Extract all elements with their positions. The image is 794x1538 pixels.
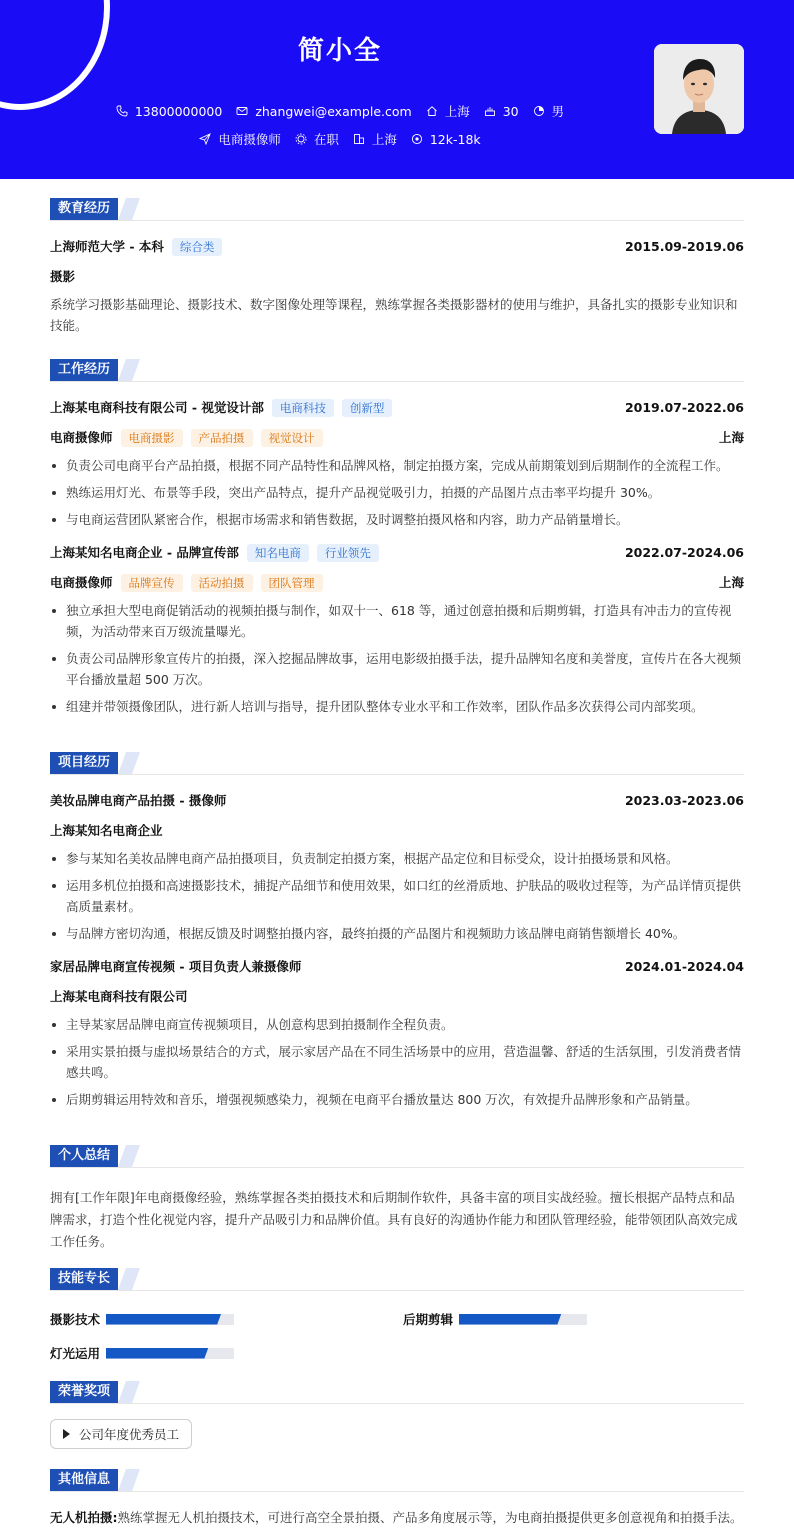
section-title-text: 个人总结 xyxy=(50,1145,118,1167)
project-period: 2023.03-2023.06 xyxy=(624,792,744,808)
skill-item xyxy=(403,1310,587,1328)
project-org-row xyxy=(50,820,744,840)
title-decoration xyxy=(118,1268,140,1290)
role-tag: 品牌宣传 xyxy=(121,574,183,592)
education-section xyxy=(50,198,744,336)
company-tag: 知名电商 xyxy=(247,544,309,562)
other-info-text xyxy=(50,1507,744,1528)
contact-row xyxy=(0,102,680,120)
job-period: 2022.07-2024.06 xyxy=(624,544,744,560)
section-title-text: 荣誉奖项 xyxy=(50,1381,118,1403)
school-tag: 综合类 xyxy=(172,238,223,256)
list-item: 与品牌方密切沟通，根据反馈及时调整拍摄内容，最终拍摄的产品图片和视频助力该品牌电商销售额增长 40%。 xyxy=(50,923,744,944)
project-name: 美妆品牌电商产品拍摄 - 摄像师 xyxy=(50,793,227,808)
title-decoration xyxy=(118,1145,140,1167)
skill-bar-fill xyxy=(106,1314,221,1325)
skill-name: 灯光运用 xyxy=(50,1346,101,1361)
project-header xyxy=(50,956,744,976)
section-divider xyxy=(50,1167,744,1168)
other-info-label: 无人机拍摄: xyxy=(50,1510,118,1525)
building-icon xyxy=(353,133,365,145)
section-divider xyxy=(50,381,744,382)
skill-item xyxy=(50,1344,234,1362)
location-item xyxy=(426,102,470,120)
other-section xyxy=(50,1469,744,1528)
role-row xyxy=(50,427,744,447)
section-divider xyxy=(50,1403,744,1404)
job-intent-row xyxy=(0,130,680,148)
age-value: 30 xyxy=(502,103,519,119)
company-tag: 行业领先 xyxy=(317,544,379,562)
skill-name: 摄影技术 xyxy=(50,1312,101,1327)
title-decoration xyxy=(118,752,140,774)
job-period: 2019.07-2022.06 xyxy=(624,399,744,415)
list-item: 与电商运营团队紧密合作，根据市场需求和销售数据，及时调整拍摄风格和内容，助力产品销量增长。 xyxy=(50,509,744,530)
title-decoration xyxy=(118,1469,140,1491)
education-period: 2015.09-2019.06 xyxy=(624,238,744,254)
skill-bar-fill xyxy=(106,1348,208,1359)
role-tag: 电商摄影 xyxy=(121,429,183,447)
email-value: zhangwei@example.com xyxy=(255,103,412,119)
section-title-text: 其他信息 xyxy=(50,1469,118,1491)
target-city-value: 上海 xyxy=(371,132,397,147)
project-name: 家居品牌电商宣传视频 - 项目负责人兼摄像师 xyxy=(50,959,302,974)
project-header xyxy=(50,790,744,810)
section-divider xyxy=(50,774,744,775)
list-item: 后期剪辑运用特效和音乐，增强视频感染力，视频在电商平台播放量达 800 万次，有效提升品牌形象和产品销量。 xyxy=(50,1089,744,1110)
avatar-portrait xyxy=(654,44,744,134)
list-item: 采用实景拍摄与虚拟场景结合的方式，展示家居产品在不同生活场景中的应用，营造温馨、舒适的生活氛围，引发消费者情感共鸣。 xyxy=(50,1041,744,1083)
section-title xyxy=(50,359,744,381)
gender-item xyxy=(533,102,565,120)
target-city-item xyxy=(353,130,397,148)
section-divider xyxy=(50,1290,744,1291)
major-row xyxy=(50,266,744,286)
award-name: 公司年度优秀员工 xyxy=(79,1427,180,1442)
job-header xyxy=(50,542,744,562)
company-name: 上海某知名电商企业 - 品牌宣传部 xyxy=(50,544,239,560)
list-item: 熟练运用灯光、布景等手段，突出产品特点，提升产品视觉吸引力，拍摄的产品图片点击率平均提升 30%。 xyxy=(50,482,744,503)
title-decoration xyxy=(118,1381,140,1403)
age-item xyxy=(484,104,519,119)
section-title xyxy=(50,1469,744,1491)
project-bullets xyxy=(50,1014,744,1110)
role-row xyxy=(50,572,744,592)
phone-icon xyxy=(116,105,128,117)
job-city: 上海 xyxy=(718,430,744,445)
summary-text: 拥有[工作年限]年电商摄像经验，熟练掌握各类拍摄技术和后期制作软件，具备丰富的项目实战经验。擅长根据产品特点和品牌需求，打造个性化视觉内容，提升产品吸引力和品牌价值。具有良好的沟通协作能力和团队管理经验，能带领团队高效完成工作任务。 xyxy=(50,1190,738,1249)
job-target-item xyxy=(199,130,281,148)
resume-header xyxy=(0,0,794,179)
skill-bar-fill xyxy=(459,1314,561,1325)
section-title xyxy=(50,752,744,774)
work-section xyxy=(50,359,744,723)
other-info-value: 熟练掌握无人机拍摄技术，可进行高空全景拍摄、产品多角度展示等，为电商拍摄提供更多创意视角和拍摄手法。 xyxy=(117,1510,743,1525)
skill-bar xyxy=(106,1348,234,1359)
project-bullets xyxy=(50,848,744,944)
section-title-text: 项目经历 xyxy=(50,752,118,774)
candidate-name: 简小全 xyxy=(297,36,382,66)
company-tag: 电商科技 xyxy=(272,399,334,417)
gender-icon xyxy=(533,105,545,117)
cake-icon xyxy=(484,105,496,117)
coin-icon xyxy=(411,133,423,145)
job-city: 上海 xyxy=(718,575,744,590)
send-icon xyxy=(199,133,211,145)
section-title xyxy=(50,1145,744,1167)
project-org: 上海某知名电商企业 xyxy=(50,823,163,838)
mail-icon xyxy=(236,105,248,117)
major-name: 摄影 xyxy=(50,269,76,284)
list-item: 参与某知名美妆品牌电商产品拍摄项目，负责制定拍摄方案，根据产品定位和目标受众，设计拍摄场景和风格。 xyxy=(50,848,744,869)
section-divider xyxy=(50,220,744,221)
play-icon xyxy=(63,1429,70,1439)
section-divider xyxy=(50,1491,744,1492)
award-item[interactable] xyxy=(50,1419,192,1449)
project-org-row xyxy=(50,986,744,1006)
skills-section xyxy=(50,1268,744,1368)
section-title xyxy=(50,198,744,220)
company-tag: 创新型 xyxy=(342,399,393,417)
role-name: 电商摄像师 xyxy=(50,429,113,445)
job-target-value: 电商摄像师 xyxy=(218,132,281,147)
skill-bar xyxy=(459,1314,587,1325)
list-item: 独立承担大型电商促销活动的视频拍摄与制作，如双十一、618 等，通过创意拍摄和后期剪辑，打造具有冲击力的宣传视频，为活动带来百万级流量曝光。 xyxy=(50,600,744,642)
job-bullets xyxy=(50,600,744,717)
title-decoration xyxy=(118,359,140,381)
status-item xyxy=(295,130,339,148)
email-item xyxy=(236,104,411,119)
summary-section xyxy=(50,1145,744,1253)
role-tag: 团队管理 xyxy=(261,574,323,592)
project-period: 2024.01-2024.04 xyxy=(624,958,744,974)
section-title-text: 工作经历 xyxy=(50,359,118,381)
section-title xyxy=(50,1268,744,1290)
phone-item xyxy=(116,104,222,119)
title-decoration xyxy=(118,198,140,220)
education-row xyxy=(50,236,744,256)
role-tag: 活动拍摄 xyxy=(191,574,253,592)
section-title-text: 教育经历 xyxy=(50,198,118,220)
home-icon xyxy=(426,105,438,117)
role-name: 电商摄像师 xyxy=(50,574,113,590)
company-name: 上海某电商科技有限公司 - 视觉设计部 xyxy=(50,399,264,415)
list-item: 负责公司品牌形象宣传片的拍摄，深入挖掘品牌故事，运用电影级拍摄手法，提升品牌知名度和美誉度，宣传片在各大视频平台播放量超 500 万次。 xyxy=(50,648,744,690)
gender-value: 男 xyxy=(551,104,565,119)
list-item: 运用多机位拍摄和高速摄影技术，捕捉产品细节和使用效果，如口红的丝滑质地、护肤品的吸收过程等，为产品详情页提供高质量素材。 xyxy=(50,875,744,917)
section-title xyxy=(50,1381,744,1403)
education-description: 系统学习摄影基础理论、摄影技术、数字图像处理等课程，熟练掌握各类摄影器材的使用与维护，具备扎实的摄影专业知识和技能。 xyxy=(50,297,738,333)
projects-section xyxy=(50,752,744,1116)
location-value: 上海 xyxy=(444,104,470,119)
section-title-text: 技能专长 xyxy=(50,1268,118,1290)
honors-section xyxy=(50,1381,744,1449)
skill-bar xyxy=(106,1314,234,1325)
job-header xyxy=(50,397,744,417)
list-item: 组建并带领摄像团队，进行新人培训与指导，提升团队整体专业水平和工作效率，团队作品多次获得公司内部奖项。 xyxy=(50,696,744,717)
role-tag: 产品拍摄 xyxy=(191,429,253,447)
phone-value: 13800000000 xyxy=(134,103,223,119)
skill-item xyxy=(50,1310,234,1328)
status-value: 在职 xyxy=(313,132,339,147)
list-item: 主导某家居品牌电商宣传视频项目，从创意构思到拍摄制作全程负责。 xyxy=(50,1014,744,1035)
project-org: 上海某电商科技有限公司 xyxy=(50,989,188,1004)
job-bullets xyxy=(50,455,744,530)
gear-icon xyxy=(295,133,307,145)
salary-value: 12k-18k xyxy=(429,131,481,147)
salary-item xyxy=(411,132,481,147)
school-name: 上海师范大学 - 本科 xyxy=(50,238,164,254)
list-item: 负责公司电商平台产品拍摄，根据不同产品特性和品牌风格，制定拍摄方案，完成从前期策划到后期制作的全流程工作。 xyxy=(50,455,744,476)
avatar xyxy=(654,44,744,134)
skill-name: 后期剪辑 xyxy=(403,1312,454,1327)
role-tag: 视觉设计 xyxy=(261,429,323,447)
